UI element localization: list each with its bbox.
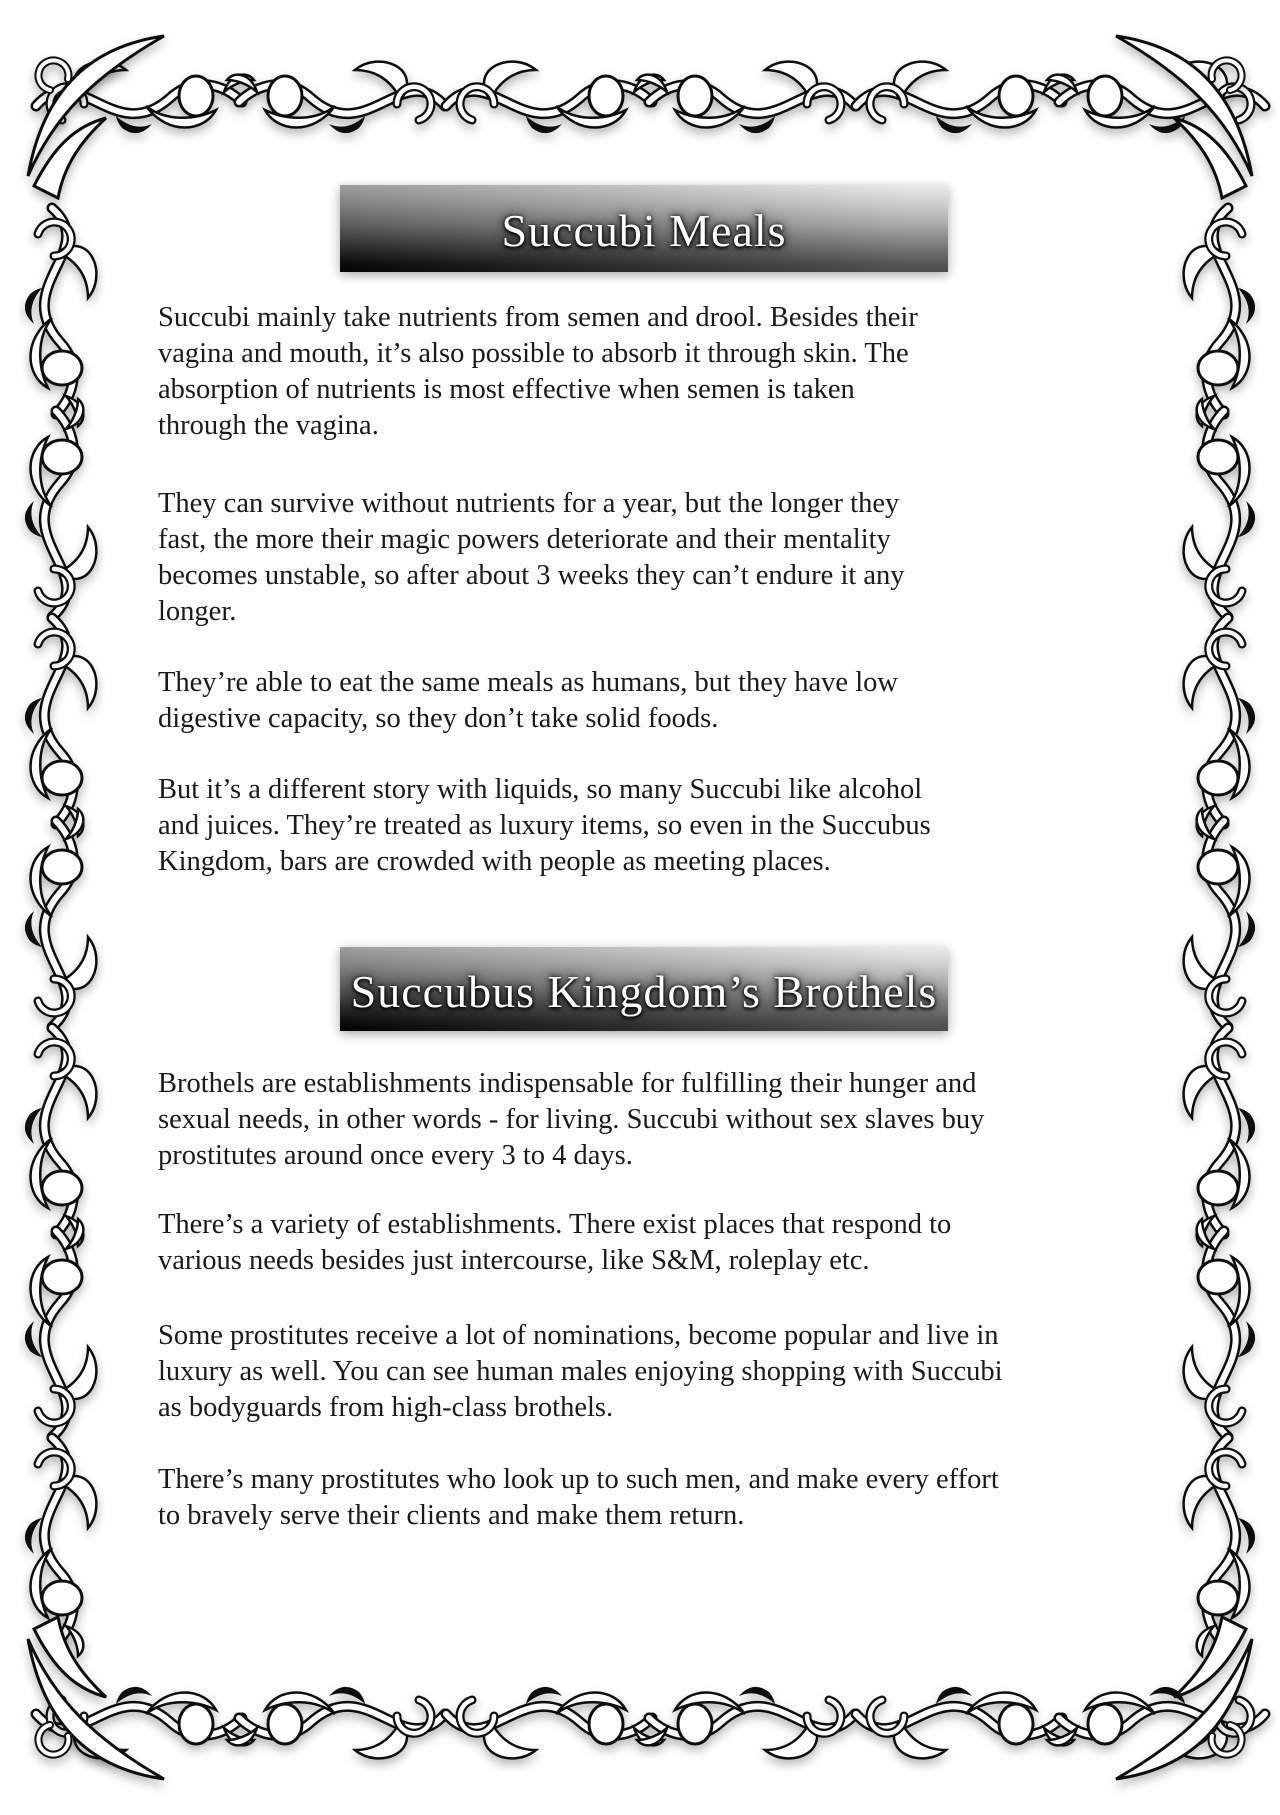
text-line: fast, the more their magic powers deteriorate and their mentality bbox=[158, 524, 891, 555]
text-line: Brothels are establishments indispensable for fulfilling their hunger and bbox=[158, 1068, 977, 1099]
text-line: sexual needs, in other words - for living. Succubi without sex slaves buy bbox=[158, 1104, 985, 1135]
text-line: digestive capacity, so they don’t take solid foods. bbox=[158, 703, 719, 734]
text-line: longer. bbox=[158, 596, 237, 627]
section-title-banner-meals bbox=[340, 185, 948, 272]
body-paragraph bbox=[158, 1207, 951, 1279]
text-line: There’s a variety of establishments. There exist places that respond to bbox=[158, 1209, 952, 1240]
section-title: Succubi Meals bbox=[501, 205, 787, 256]
text-line: They’re able to eat the same meals as humans, but they have low bbox=[158, 667, 898, 698]
border-left bbox=[25, 208, 97, 1656]
body-paragraph bbox=[158, 486, 905, 630]
text-line: luxury as well. You can see human males enjoying shopping with Succubi bbox=[158, 1356, 1003, 1387]
text-line: They can survive without nutrients for a year, but the longer they bbox=[158, 488, 900, 519]
body-paragraph bbox=[158, 1462, 999, 1534]
text-line: Some prostitutes receive a lot of nominations, become popular and live in bbox=[158, 1320, 999, 1351]
text-line: becomes unstable, so after about 3 weeks they can’t endure it any bbox=[158, 560, 905, 591]
text-line: There’s many prostitutes who look up to such men, and make every effort bbox=[158, 1464, 999, 1495]
section-title-banner-brothels bbox=[340, 947, 948, 1031]
text-line: Kingdom, bars are crowded with people as meeting places. bbox=[158, 846, 831, 877]
text-line: Succubi mainly take nutrients from semen and drool. Besides their bbox=[158, 302, 918, 333]
body-paragraph bbox=[158, 665, 898, 737]
text-line: and juices. They’re treated as luxury items, so even in the Succubus bbox=[158, 810, 931, 841]
text-line: to bravely serve their clients and make them return. bbox=[158, 1500, 745, 1531]
text-line: vagina and mouth, it’s also possible to absorb it through skin. The bbox=[158, 338, 909, 369]
text-line: But it’s a different story with liquids, so many Succubi like alcohol bbox=[158, 774, 923, 805]
section-title: Succubus Kingdom’s Brothels bbox=[350, 965, 938, 1017]
text-line: absorption of nutrients is most effective when semen is taken bbox=[158, 374, 855, 405]
text-line: prostitutes around once every 3 to 4 days. bbox=[158, 1140, 633, 1171]
border-top bbox=[36, 62, 1265, 134]
body-paragraph bbox=[158, 300, 918, 444]
border-bottom bbox=[36, 1687, 1265, 1759]
body-paragraph bbox=[158, 772, 931, 880]
border-right bbox=[1184, 208, 1256, 1656]
text-line: through the vagina. bbox=[158, 410, 379, 441]
text-line: various needs besides just intercourse, like S&M, roleplay etc. bbox=[158, 1245, 870, 1276]
text-line: as bodyguards from high-class brothels. bbox=[158, 1392, 614, 1423]
body-paragraph bbox=[158, 1318, 1003, 1426]
body-paragraph bbox=[158, 1066, 984, 1174]
